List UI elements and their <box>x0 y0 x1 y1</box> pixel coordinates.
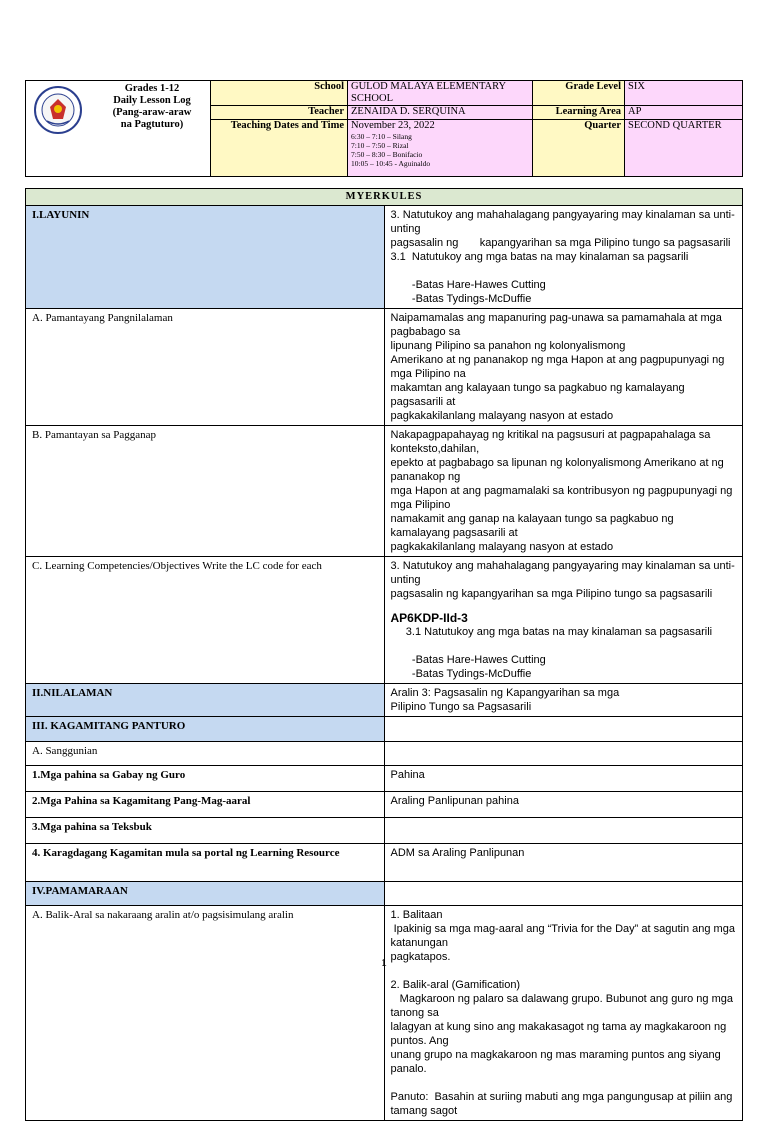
dll-title <box>94 81 211 177</box>
lesson-table <box>25 188 743 1121</box>
title-line: na Pagtuturo) <box>120 119 184 130</box>
pamamaraan-content <box>384 882 743 906</box>
date-value: November 23, 2022 <box>351 120 435 131</box>
competencies-content: 3. Natutukoy ang mahahalagang pangyayaring may kinalaman sa unti-unting pagsasalin ng kapangyarihan sa mga Pilipino tungo sa pagsasarili AP6KDP-IId-3 3.1 Natutukoy ang mga batas na may kinalaman sa pagsasarili -Batas Hare-Hawes Cutting -Batas Tydings-McDuffie <box>384 557 743 684</box>
quarter-value: SECOND QUARTER <box>625 120 743 177</box>
quarter-label: Quarter <box>533 120 625 177</box>
kagamitan-content <box>384 717 743 742</box>
learning-area-value: AP <box>625 106 743 120</box>
portal-label: 4. Karagdagang Kagamitan mula sa portal ng Learning Resource <box>26 844 385 882</box>
schedule-line: 7:10 – 7:50 – Rizal <box>351 141 409 150</box>
teacher-value: ZENAIDA D. SERQUINA <box>348 106 533 120</box>
balik-aral-label: A. Balik-Aral sa nakaraang aralin at/o pagsisimulang aralin <box>26 906 385 1121</box>
nilalaman-label: II.NILALAMAN <box>26 684 385 717</box>
title-line: Grades 1-12 <box>124 83 180 94</box>
school-value: GULOD MALAYA ELEMENTARY SCHOOL <box>348 81 533 106</box>
lc-code: AP6KDP-IId-3 <box>390 611 468 625</box>
gabay-label: 1.Mga pahina sa Gabay ng Guro <box>26 766 385 792</box>
pamamaraan-label: IV.PAMAMARAAN <box>26 882 385 906</box>
pagganap-content: Nakapagpapahayag ng kritikal na pagsusuri at pagpapahalaga sa konteksto,dahilan, epekto at pagbabago sa lipunan ng kolonyalismong Amerikano at ng pananakop ng mga Hapon at ang pagmamalaki sa kontribusyon ng pagpupunyagi ng mga Pilipino namakamit ang ganap na kalayaan tungo sa pagkabuo ng kamalayang pagsasarili at pagkakakilanlang malayang nasyon at estado <box>384 426 743 557</box>
sanggunian-content <box>384 742 743 766</box>
pangnilalaman-content: Naipamamalas ang mapanuring pag-unawa sa pamamahala at mga pagbabago sa lipunang Pilipino sa panahon ng kolonyalismong Amerikano at ng pananakop ng mga Hapon at ang pagpupunyagi ng mga Pilipino na makamtan ang kalayaan tungo sa pagkabuo ng kamalayang pagsasarili at pagkakakilanlang malayang nasyon at estado <box>384 309 743 426</box>
pang-mag-aaral-content: Araling Panlipunan pahina <box>384 792 743 818</box>
grade-level-label: Grade Level <box>533 81 625 106</box>
logo-cell <box>26 81 95 177</box>
school-label: School <box>211 81 348 106</box>
teacher-label: Teacher <box>211 106 348 120</box>
pangnilalaman-label: A. Pamantayang Pangnilalaman <box>26 309 385 426</box>
page-number: 1 <box>381 957 387 969</box>
pang-mag-aaral-label: 2.Mga Pahina sa Kagamitang Pang-Mag-aaral <box>26 792 385 818</box>
schedule-line: 10:05 – 10:45 - Aguinaldo <box>351 159 431 168</box>
teaching-dates-label: Teaching Dates and Time <box>211 120 348 177</box>
schedule-line: 7:50 – 8:30 – Bonifacio <box>351 150 423 159</box>
pagganap-label: B. Pamantayan sa Pagganap <box>26 426 385 557</box>
learning-area-label: Learning Area <box>533 106 625 120</box>
teksbuk-content <box>384 818 743 844</box>
layunin-label: I.LAYUNIN <box>26 206 385 309</box>
deped-seal-icon <box>33 85 83 135</box>
schedule-line: 6:30 – 7:10 – Silang <box>351 132 412 141</box>
nilalaman-content: Aralin 3: Pagsasalin ng Kapangyarihan sa mga Pilipino Tungo sa Pagsasarili <box>384 684 743 717</box>
grade-level-value: SIX <box>625 81 743 106</box>
competencies-label: C. Learning Competencies/Objectives Write the LC code for each <box>26 557 385 684</box>
kagamitan-label: III. KAGAMITANG PANTURO <box>26 717 385 742</box>
portal-content: ADM sa Araling Panlipunan <box>384 844 743 882</box>
gabay-content: Pahina <box>384 766 743 792</box>
day-header: MYERKULES <box>26 189 743 206</box>
title-line: (Pang-araw-araw <box>112 107 192 118</box>
header-table <box>25 80 743 177</box>
title-line: Daily Lesson Log <box>113 95 191 106</box>
layunin-content: 3. Natutukoy ang mahahalagang pangyayaring may kinalaman sa unti-unting pagsasalin ng kapangyarihan sa mga Pilipino tungo sa pagsasarili 3.1 Natutukoy ang mga batas na may kinalaman sa pagsarili -Batas Hare-Hawes Cutting -Batas Tydings-McDuffie <box>384 206 743 309</box>
teaching-dates-value <box>348 120 533 177</box>
sanggunian-label: A. Sanggunian <box>26 742 385 766</box>
balik-aral-content: 1. Balitaan Ipakinig sa mga mag-aaral ang “Trivia for the Day” at sagutin ang mga katanungan pagkatapos. 2. Balik-aral (Gamification) Magkaroon ng palaro sa dalawang grupo. Bubunot ang guro ng mga tanong sa lalagyan at kung sino ang makakasagot ng tama ay magkakaroon ng puntos. Ang unang grupo na magkakaroon ng mas maraming puntos ang siyang panalo. Panuto: Basahin at suriing mabuti ang mga pangungusap at piliin ang tamang sagot <box>384 906 743 1121</box>
teksbuk-label: 3.Mga pahina sa Teksbuk <box>26 818 385 844</box>
